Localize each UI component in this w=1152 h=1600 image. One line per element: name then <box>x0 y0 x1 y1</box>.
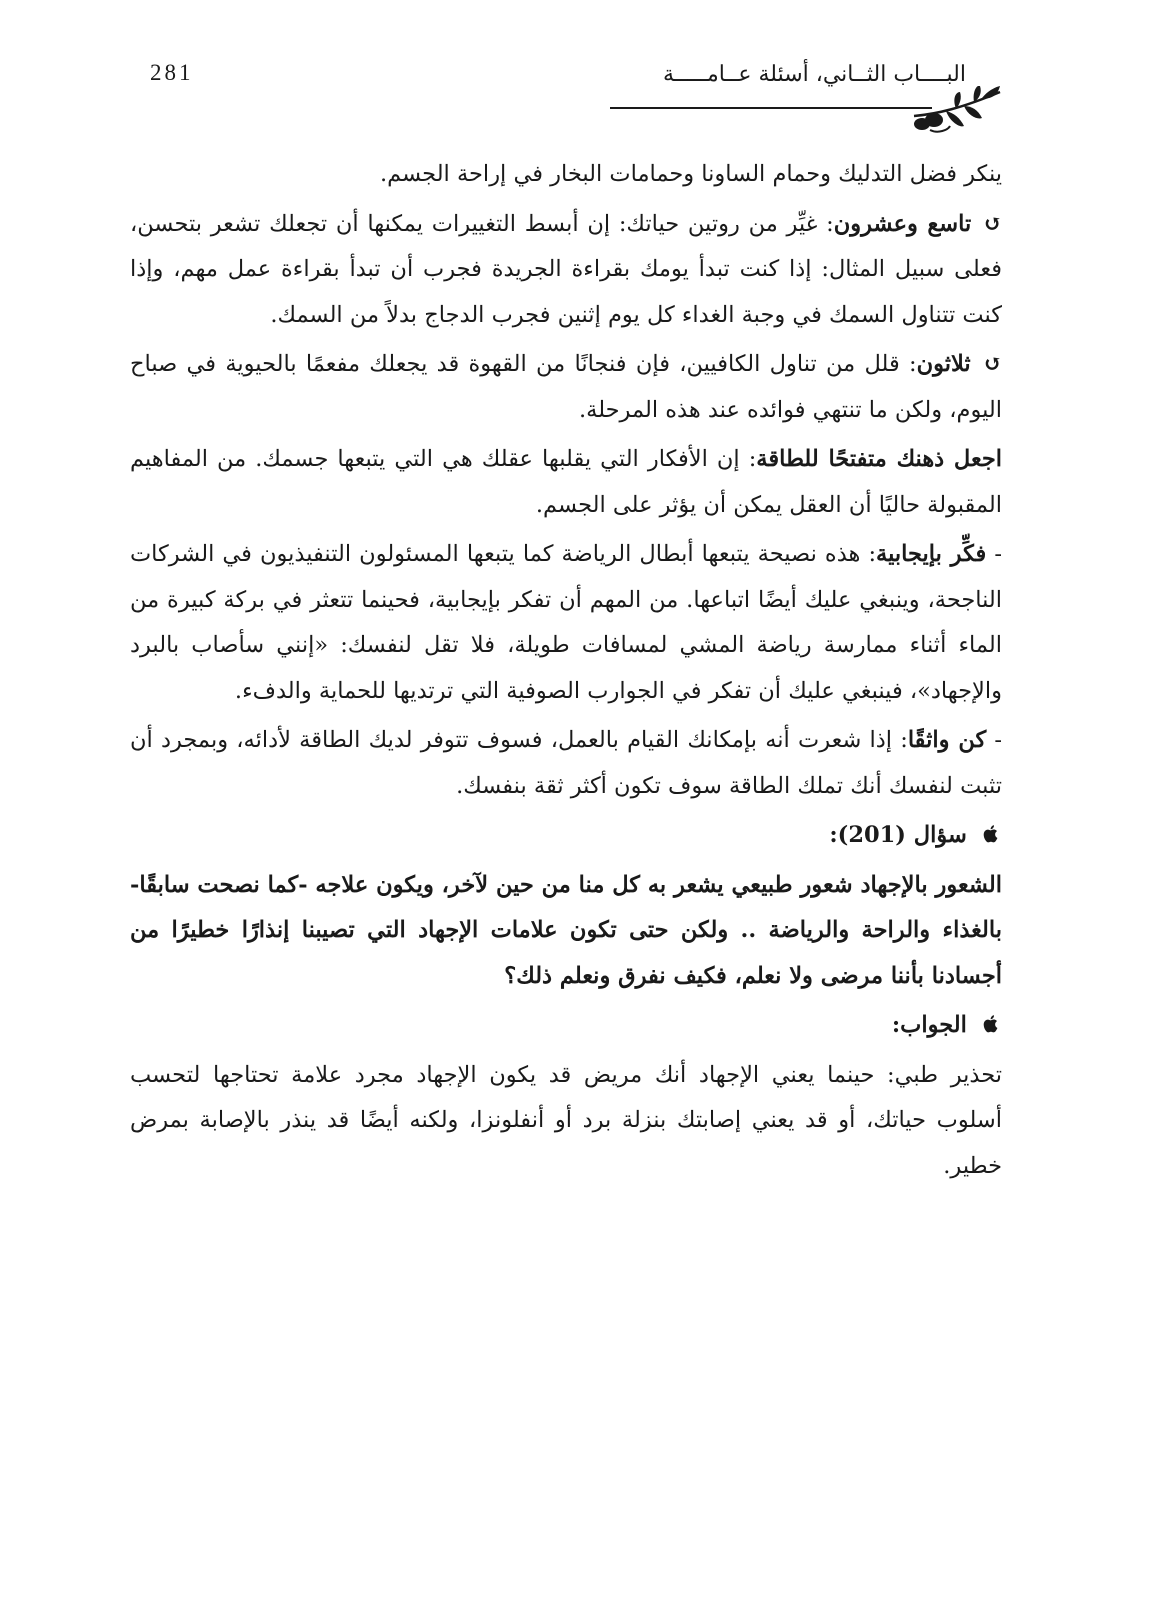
paragraph-text: : قلل من تناول الكافيين، فإن فنجانًا من القهوة قد يجعلك مفعمًا بالحيوية في صباح اليوم، ولكن ما تنتهي فوائده عند هذه المرحلة. <box>130 351 1002 423</box>
curved-arrow-bullet-icon: ↺ <box>983 210 1002 237</box>
paragraph-think-positive <box>130 532 1002 714</box>
paragraph-text: : إذا شعرت أنه بإمكانك القيام بالعمل، فسوف تتوفر لديك الطاقة لأدائه، وبمجرد أن تثبت لنفسك أنك تملك الطاقة سوف تكون أكثر ثقة بنفسك. <box>130 727 1002 799</box>
apple-bullet-icon <box>980 823 1002 845</box>
paragraph-massage <box>130 152 1002 198</box>
paragraph-open-mind <box>130 437 1002 528</box>
curved-arrow-bullet-icon: ↺ <box>983 351 1002 377</box>
paragraph-be-confident <box>130 718 1002 809</box>
dash: - <box>986 727 1002 753</box>
header-rule <box>610 107 932 109</box>
paragraph-text: : هذه نصيحة يتبعها أبطال الرياضة كما يتبعها المسئولون التنفيذيون في الشركات الناجحة، وينبغي عليك أيضًا اتباعها. من المهم أن تفكر بإيجابية، فحينما تتعثر في بركة كبيرة من الماء أثناء ممارسة رياضة المشي لمسافات طويلة، فلا تقل لنفسك: «إنني سأصاب بالبرد والإجهاد»، فينبغي عليك أن تفكر في الجوارب الصوفية التي ترتديها للحماية والدفء. <box>130 541 1002 704</box>
paragraph-29 <box>130 202 1002 339</box>
leaf-branch-ornament-icon <box>912 86 1002 134</box>
page-number: 281 <box>150 60 194 85</box>
paragraph-label: اجعل ذهنك متفتحًا للطاقة <box>756 446 1002 472</box>
question-label: سؤال (201): <box>829 822 967 848</box>
paragraph-30 <box>130 342 1002 433</box>
running-title: البــــاب الثــاني، أسئلة عــامـــــة <box>662 62 966 87</box>
answer-text <box>130 1053 1002 1190</box>
question-body: الشعور بالإجهاد شعور طبيعي يشعر به كل منا من حين لآخر، ويكون علاجه -كما نصحت سابقًا- بالغذاء والراحة والرياضة .. ولكن حتى تكون علامات الإجهاد التي تصيبنا إنذارًا خطيرًا من أجسادنا بأننا مرضى ولا نعلم، فكيف نفرق ونعلم ذلك؟ <box>130 871 1002 989</box>
answer-heading <box>130 1003 1002 1049</box>
paragraph-label: ثلاثون <box>916 351 971 377</box>
apple-bullet-icon <box>980 1013 1002 1035</box>
question-text <box>130 863 1002 1000</box>
paragraph-text: : غيِّر من روتين حياتك: إن أبسط التغييرات يمكنها أن تجعلك تشعر بتحسن، فعلى سبيل المثال: إذا كنت تبدأ يومك بقراءة الجريدة فجرب أن تبدأ بقراءة عمل مهم، وإذا كنت تتناول السمك في وجبة الغداء كل يوم إثنين فجرب الدجاج بدلاً من السمك. <box>130 210 1002 328</box>
question-heading <box>130 813 1002 859</box>
dash: - <box>986 541 1002 567</box>
page-body <box>130 152 1002 1193</box>
answer-label: الجواب: <box>891 1012 967 1038</box>
paragraph-text: ينكر فضل التدليك وحمام الساونا وحمامات البخار في إراحة الجسم. <box>379 161 1002 187</box>
paragraph-label: فكِّر بإيجابية <box>876 541 987 567</box>
paragraph-label: تاسع وعشرون <box>833 210 972 237</box>
paragraph-label: كن واثقًا <box>907 727 987 753</box>
paragraph-text: : إن الأفكار التي يقلبها عقلك هي التي يتبعها جسمك. من المفاهيم المقبولة حاليًا أن العقل يمكن أن يؤثر على الجسم. <box>130 446 1002 518</box>
answer-body: تحذير طبي: حينما يعني الإجهاد أنك مريض قد يكون الإجهاد مجرد علامة تحتاجها لتحسب أسلوب حياتك، أو قد يعني إصابتك بنزلة برد أو أنفلونزا، ولكنه أيضًا قد ينذر بالإصابة بمرض خطير. <box>130 1061 1002 1179</box>
